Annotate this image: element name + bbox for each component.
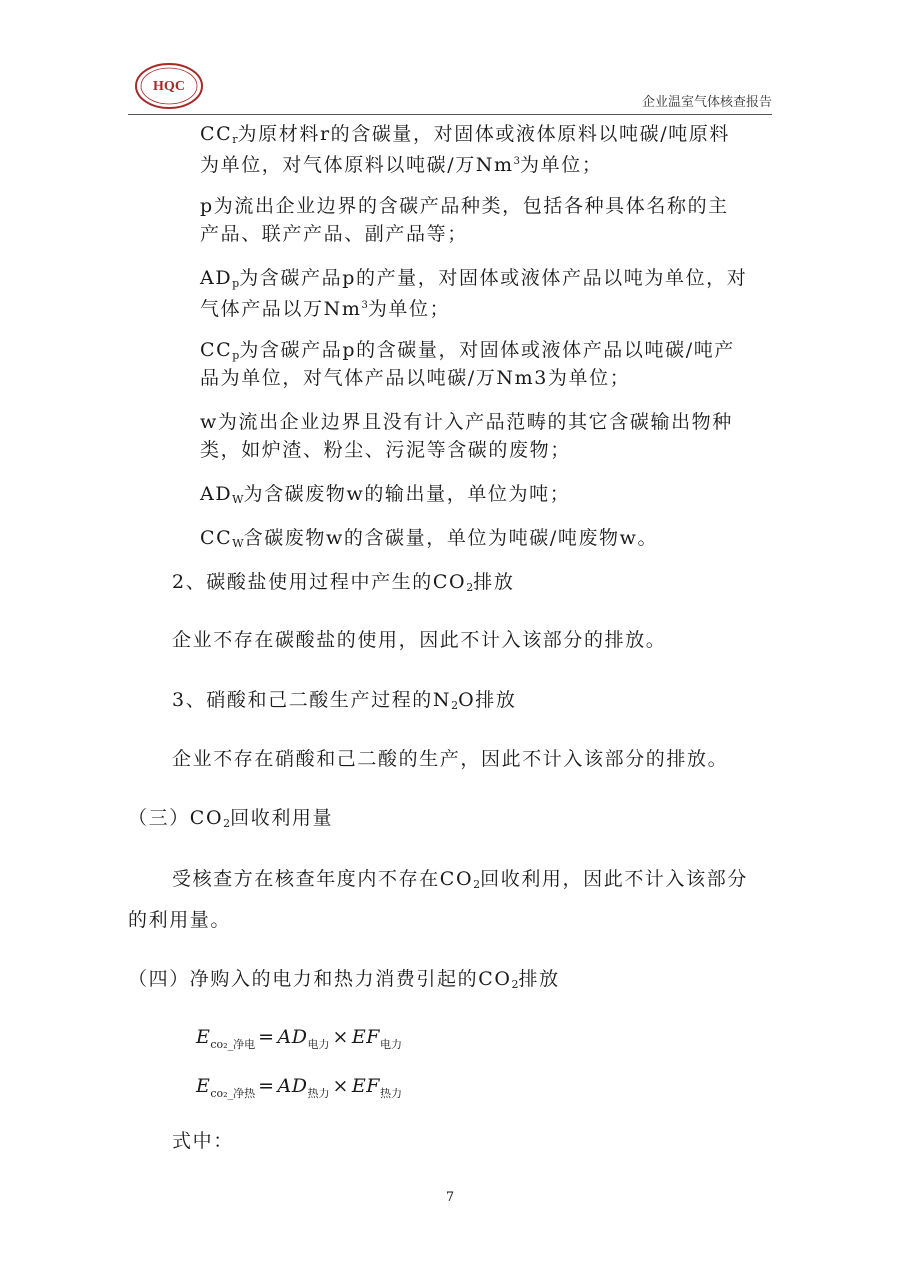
def-cc-p: $CC_p$为含碳产品p的含碳量，对固体或液体产品以吨碳/吨产 [200, 339, 735, 362]
def-cc-p-line2: 品为单位，对气体产品以吨碳/万Nm3为单位； [200, 367, 631, 389]
def-ad-w: $AD_W$为含碳废物w的输出量，单位为吨； [200, 483, 571, 506]
def-cc-r: $CC_r$为原材料r的含碳量，对固体或液体原料以吨碳/吨原料 [200, 123, 731, 146]
formula-heat: $E_{co_2\_净热} = AD_{热力} \times EF_{热力}$ [196, 1075, 402, 1100]
part-3-heading: （三）$CO_2$回收利用量 [128, 807, 334, 830]
part-3-body: 受核查方在核查年度内不存在$CO_2$回收利用，因此不计入该部分 [172, 868, 748, 891]
section-2-heading: 2、碳酸盐使用过程中产生的$CO_2$排放 [172, 571, 515, 594]
section-2-body: 企业不存在碳酸盐的使用，因此不计入该部分的排放。 [172, 629, 667, 651]
section-3-heading: 3、硝酸和己二酸生产过程的$N_2O$排放 [172, 689, 517, 712]
def-cc-r-line2: 为单位，对气体原料以吨碳/万Nm$^3$为单位； [200, 154, 603, 176]
header-divider [128, 114, 772, 115]
def-ad-p-line2: 气体产品以万Nm$^3$为单位； [200, 298, 451, 320]
def-cc-w: $CC_W$含碳废物w的含碳量，单位为吨碳/吨废物w。 [200, 527, 659, 550]
where-label: 式中： [172, 1130, 234, 1152]
def-w: w为流出企业边界且没有计入产品范畴的其它含碳输出物种 [200, 411, 733, 433]
def-ad-p: $AD_p$为含碳产品p的产量，对固体或液体产品以吨为单位，对 [200, 267, 748, 290]
logo-text: HQC [153, 79, 185, 94]
section-3-body: 企业不存在硝酸和己二酸的生产，因此不计入该部分的排放。 [172, 748, 729, 770]
part-3-body-line2: 的利用量。 [128, 909, 232, 931]
part-4-heading: （四）净购入的电力和热力消费引起的$CO_2$排放 [128, 968, 560, 991]
def-w-line2: 类，如炉渣、粉尘、污泥等含碳的废物； [200, 439, 571, 461]
def-p: p为流出企业边界的含碳产品种类，包括各种具体名称的主 [200, 195, 729, 217]
formula-electricity: $E_{co_2\_净电} = AD_{电力} \times EF_{电力}$ [196, 1026, 402, 1051]
header-title: 企业温室气体核查报告 [641, 95, 772, 110]
page-number: 7 [445, 1190, 455, 1205]
def-p-line2: 产品、联产产品、副产品等； [200, 223, 468, 245]
company-logo [134, 62, 204, 110]
